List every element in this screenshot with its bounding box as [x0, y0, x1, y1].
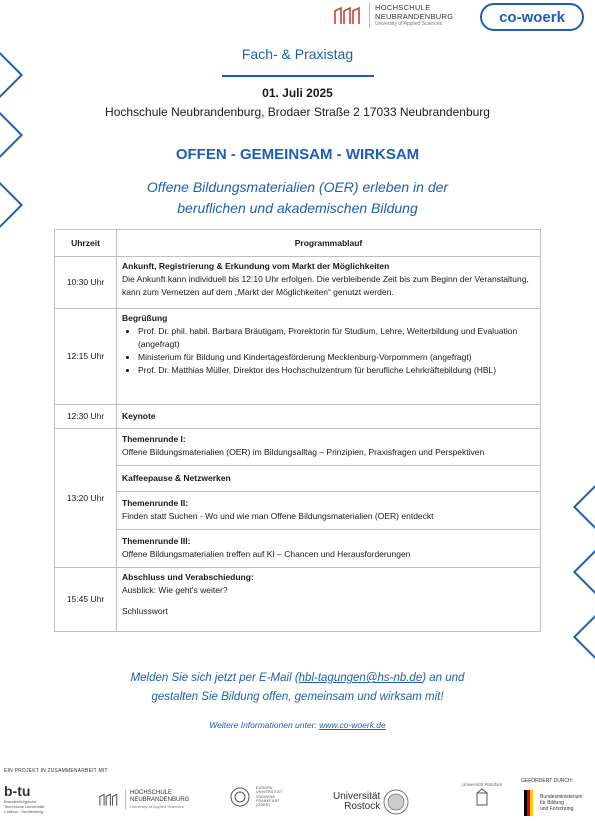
event-kind: Fach- & Praxistag	[241, 46, 354, 62]
rostock-text: Universität	[333, 791, 381, 802]
viadrina-text: EUROPA-	[256, 786, 274, 790]
session-block	[117, 492, 540, 530]
federal-eagle-icon	[524, 790, 536, 816]
row-content	[117, 405, 541, 429]
session-block	[117, 429, 540, 466]
more-info	[0, 720, 595, 730]
row-time: 13:20 Uhr	[55, 429, 117, 568]
viadrina-text: VIADRINA	[256, 794, 275, 799]
row-content	[117, 429, 541, 568]
potsdam-logo	[462, 782, 502, 809]
bmbf-logo	[524, 790, 583, 816]
row-content	[117, 309, 541, 405]
project-label: EIN PROJEKT IN ZUSAMMENARBEIT MIT:	[4, 768, 109, 774]
row-title: Keynote	[122, 411, 156, 421]
potsdam-text: Universität Potsdam	[462, 782, 503, 787]
row-text: Schlusswort	[122, 606, 168, 616]
btu-sub: Brandenburgische	[4, 799, 37, 804]
session-title: Themenrunde III:	[122, 536, 191, 546]
hsnb-footer-logo	[97, 790, 194, 809]
btu-sub: Cottbus - Senftenberg	[4, 809, 44, 814]
session-title: Themenrunde I:	[122, 434, 186, 444]
list-item: • Ministerium für Bildung und Kindertagesförderung Mecklenburg-Vorpommern (angefragt)	[138, 351, 535, 364]
table-row	[55, 309, 541, 405]
callout-line: gestalten Sie Bildung offen, gemeinsam und wirksam mit!	[151, 691, 444, 703]
bmbf-text: Bundesministerium	[540, 794, 583, 800]
viadrina-seal-icon	[230, 787, 250, 807]
rostock-text: Rostock	[344, 801, 381, 812]
hsnb-logo	[333, 3, 455, 28]
viadrina-text: UNIVERSITÄT	[256, 790, 283, 795]
session-block	[117, 466, 540, 492]
divider	[222, 75, 374, 77]
subtitle-line: Offene Bildungsmaterialien (OER) erleben in der	[146, 179, 449, 195]
bmbf-text: und Forschung	[540, 806, 574, 812]
program-table	[54, 229, 541, 632]
row-time: 12:30 Uhr	[55, 405, 117, 429]
row-title: Begrüßung	[122, 313, 168, 323]
row-content	[117, 568, 541, 632]
viadrina-text: (ODER)	[256, 803, 271, 808]
col-time-header: Uhrzeit	[55, 230, 117, 257]
event-location: Hochschule Neubrandenburg, Brodaer Straße 2 17033 Neubrandenburg	[105, 105, 490, 119]
subtitle-line: beruflichen und akademischen Bildung	[177, 200, 418, 216]
row-title: Ankunft, Registrierung & Erkundung vom Markt der Möglichkeiten	[122, 261, 390, 271]
session-title: Themenrunde II:	[122, 498, 189, 508]
col-program-header: Programmablauf	[117, 230, 541, 257]
decor-diamond	[573, 613, 595, 661]
email-link[interactable]: hbl-tagungen@hs-nb.de	[298, 672, 423, 684]
callout-line	[0, 669, 595, 688]
registration-callout	[0, 669, 595, 707]
btu-logo	[4, 784, 44, 814]
row-time: 15:45 Uhr	[55, 568, 117, 632]
row-time: 10:30 Uhr	[55, 257, 117, 309]
hsnb-mark-icon	[97, 793, 121, 807]
table-row	[55, 257, 541, 309]
hsnb-name: HOCHSCHULE NEUBRANDENBURG	[375, 3, 454, 21]
more-info-label: Weitere Informationen unter:	[209, 720, 320, 730]
table-row	[55, 405, 541, 429]
btu-sub: Technische Universität	[4, 804, 45, 809]
hsnb-footer-name: HOCHSCHULE NEUBRANDENBURG	[130, 790, 190, 803]
bullet-list	[122, 325, 535, 377]
potsdam-seal-icon	[471, 787, 493, 809]
cowoerk-logo: co-woerk	[480, 3, 584, 31]
callout-text: ) an und	[422, 672, 465, 684]
btu-wordmark: b-tu	[4, 783, 31, 799]
session-block	[117, 530, 540, 567]
event-motto: OFFEN - GEMEINSAM - WIRKSAM	[175, 146, 420, 163]
event-date: 01. Juli 2025	[262, 86, 333, 100]
decor-diamond	[573, 548, 595, 596]
hsnb-mark-icon	[333, 6, 363, 26]
funded-label: GEFÖRDERT DURCH:	[521, 778, 574, 784]
viadrina-text: FRANKFURT	[256, 798, 280, 803]
row-time: 12:15 Uhr	[55, 309, 117, 405]
session-text: Offene Bildungsmaterialien treffen auf KI – Chancen und Herausforderungen	[122, 549, 411, 559]
table-header-row	[55, 230, 541, 257]
hsnb-footer-sub: University of Applied Sciences	[130, 804, 184, 809]
decor-diamond	[573, 483, 595, 531]
rostock-logo	[333, 789, 409, 815]
session-text: Finden statt Suchen - Wo und wie man Offene Bildungsmaterialien (OER) entdeckt	[122, 511, 434, 521]
bmbf-text: für Bildung	[540, 800, 564, 806]
event-subtitle	[0, 177, 595, 219]
list-item: • Prof. Dr. phil. habil. Barbara Bräutigam, Prorektorin für Studium, Lehre, Weiterbildung und Evaluation (angefragt)	[138, 325, 535, 351]
website-link[interactable]: www.co-woerk.de	[319, 720, 386, 730]
row-text: Ausblick: Wie geht's weiter?	[122, 585, 228, 595]
session-title: Kaffeepause & Netzwerken	[122, 473, 231, 483]
callout-text: Melden Sie sich jetzt per E-Mail (	[130, 672, 299, 684]
list-item: • Prof. Dr. Matthias Müller, Direktor des Hochschulzentrum für berufliche Lehrkräftebildung (HBL)	[138, 364, 535, 377]
session-text: Offene Bildungsmaterialien (OER) im Bildungsalltag – Prinzipien, Praxisfragen und Perspektiven	[122, 447, 485, 457]
viadrina-logo	[230, 786, 282, 807]
row-title: Abschluss und Verabschiedung:	[122, 572, 254, 582]
table-row	[55, 429, 541, 568]
hsnb-sub: University of Applied Sciences	[375, 21, 442, 27]
table-row	[55, 568, 541, 632]
row-content	[117, 257, 541, 309]
rostock-seal-icon	[383, 789, 409, 815]
row-text: Die Ankunft kann individuell bis 12:10 Uhr erfolgen. Die verbleibende Zeit bis zum Beginn der Veranstaltung, kann zum Vernetzen auf dem „Markt der Möglichkeiten“ genutzt werden.	[122, 274, 529, 297]
